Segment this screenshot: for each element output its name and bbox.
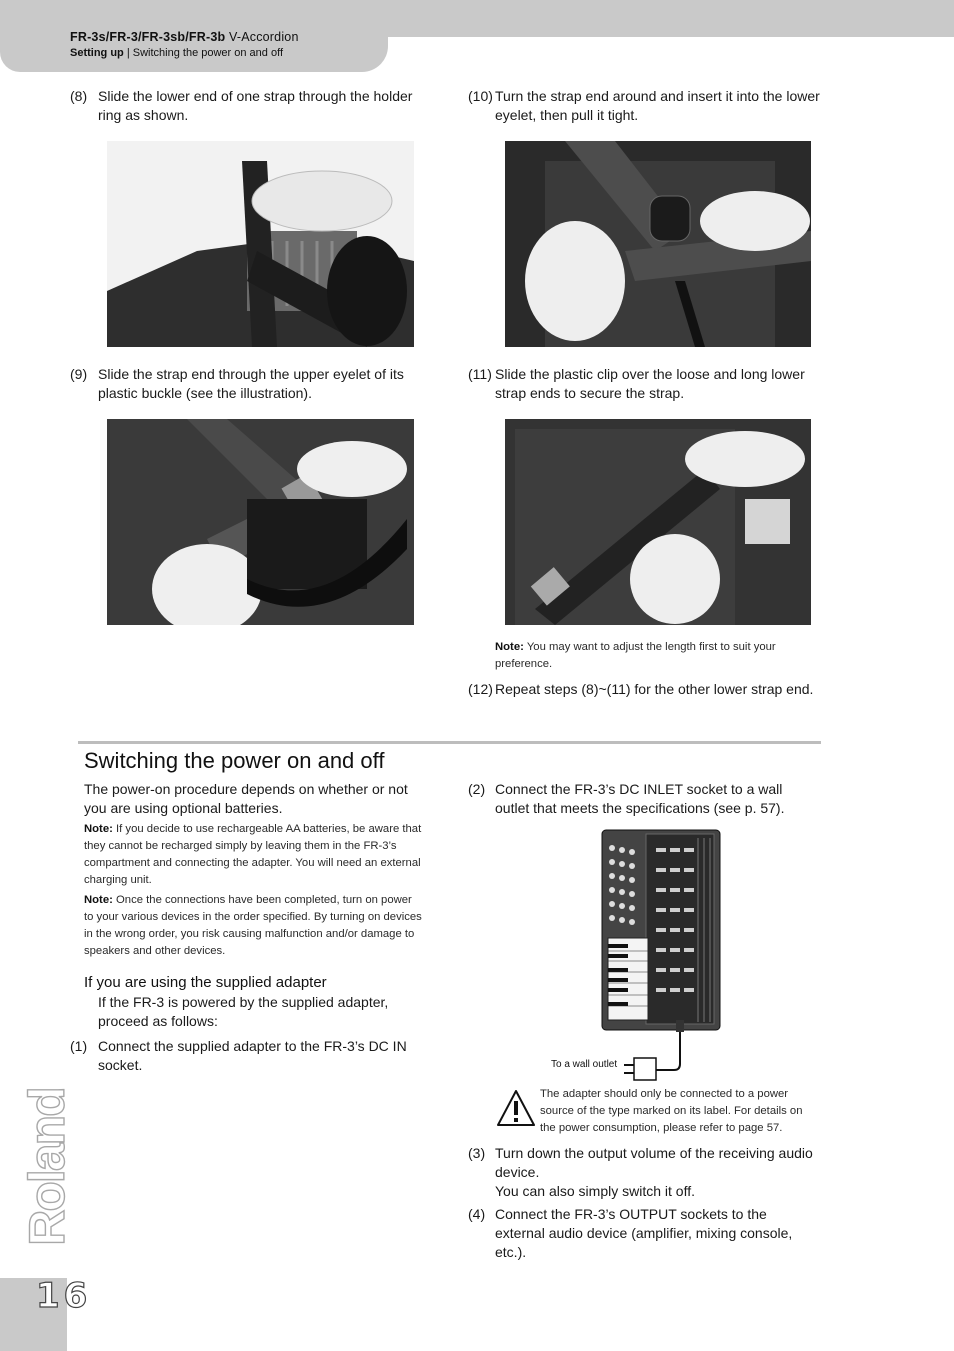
step-10 xyxy=(468,87,820,125)
subheading-text: If the FR-3 is powered by the supplied adapter, proceed as follows: xyxy=(98,994,389,1029)
breadcrumb-section: Setting up xyxy=(70,47,124,59)
step-number: (2) xyxy=(468,781,486,797)
step-text: Connect the FR-3’s OUTPUT sockets to the external audio device (amplifier, mixing console, etc.). xyxy=(495,1206,793,1260)
wall-outlet-label: To a wall outlet xyxy=(551,1059,618,1070)
strap-note xyxy=(495,639,815,673)
photo-step-9 xyxy=(107,419,414,625)
note-text: If you decide to use rechargeable AA batteries, be aware that they cannot be recharged simply by leaving them in the FR-3’s compartment and connecting the adapter. You will need an external charging unit. xyxy=(84,823,422,886)
step-number: (4) xyxy=(468,1206,486,1222)
note-text: Once the connections have been completed, turn on power to your various devices in the order specified. By turning on devices in the wrong order, you risk causing malfunction and/or damage to speakers and other devices. xyxy=(84,894,422,957)
subheading-adapter: If you are using the supplied adapter xyxy=(84,974,327,991)
power-step-2 xyxy=(468,780,820,818)
step-text: Repeat steps (8)~(11) for the other lower strap end. xyxy=(495,681,814,697)
step-number: (9) xyxy=(70,366,88,382)
section-title: Switching the power on and off xyxy=(84,748,385,773)
power-step-4 xyxy=(468,1205,820,1262)
step-number: (12) xyxy=(468,681,493,697)
model-name: FR-3s/FR-3/FR-3sb/FR-3b xyxy=(70,30,226,44)
note-label: Note: xyxy=(495,641,524,653)
step-number: (8) xyxy=(70,88,88,104)
step-11 xyxy=(468,365,820,403)
power-intro: The power-on procedure depends on whether or not you are using optional batteries. xyxy=(84,781,408,816)
section-rule xyxy=(78,741,821,744)
step-12 xyxy=(468,680,820,699)
step-text: Connect the FR-3’s DC INLET socket to a wall outlet that meets the specifications (see p. 57). xyxy=(495,781,785,816)
warning-icon xyxy=(496,1089,536,1127)
product-name: V-Accordion xyxy=(229,30,299,44)
note-label: Note: xyxy=(84,823,113,835)
step-number: (1) xyxy=(70,1038,88,1054)
breadcrumb-topic: Switching the power on and off xyxy=(132,47,283,59)
power-step-3 xyxy=(468,1144,820,1201)
warning-text: The adapter should only be connected to a power source of the type marked on its label. For details on the power consumption, please refer to page 57. xyxy=(540,1088,803,1134)
step-number: (11) xyxy=(468,366,492,382)
header-model xyxy=(70,30,299,44)
step-text: Turn the strap end around and insert it into the lower eyelet, then pull it tight. xyxy=(495,88,820,123)
step-text: Slide the lower end of one strap through the holder ring as shown. xyxy=(98,88,413,123)
adapter-plug-illustration xyxy=(620,1018,700,1084)
power-note-2 xyxy=(84,892,424,960)
power-note-1 xyxy=(84,821,424,889)
brand-logo: Roland xyxy=(19,1088,75,1246)
step-text: Turn down the output volume of the receiving audio device. xyxy=(495,1145,813,1180)
step-text: Slide the strap end through the upper eyelet of its plastic buckle (see the illustration). xyxy=(98,366,404,401)
step-number: (3) xyxy=(468,1145,486,1161)
page-number: 16 xyxy=(36,1276,92,1316)
power-step-1 xyxy=(70,1037,420,1075)
photo-step-10 xyxy=(505,141,811,347)
photo-step-11 xyxy=(505,419,811,625)
note-text: You may want to adjust the length first to suit your preference. xyxy=(495,641,776,670)
step-9 xyxy=(70,365,420,403)
step-text: Slide the plastic clip over the loose and long lower strap ends to secure the strap. xyxy=(495,366,805,401)
step-text: Connect the supplied adapter to the FR-3’s DC IN socket. xyxy=(98,1038,407,1073)
step-8 xyxy=(70,87,420,125)
step-number: (10) xyxy=(468,88,493,104)
accordion-illustration xyxy=(600,828,724,1034)
photo-step-8 xyxy=(107,141,414,347)
breadcrumb: Setting up | Switching the power on and off xyxy=(70,47,283,59)
step-extra-text: You can also simply switch it off. xyxy=(495,1183,695,1199)
note-label: Note: xyxy=(84,894,113,906)
